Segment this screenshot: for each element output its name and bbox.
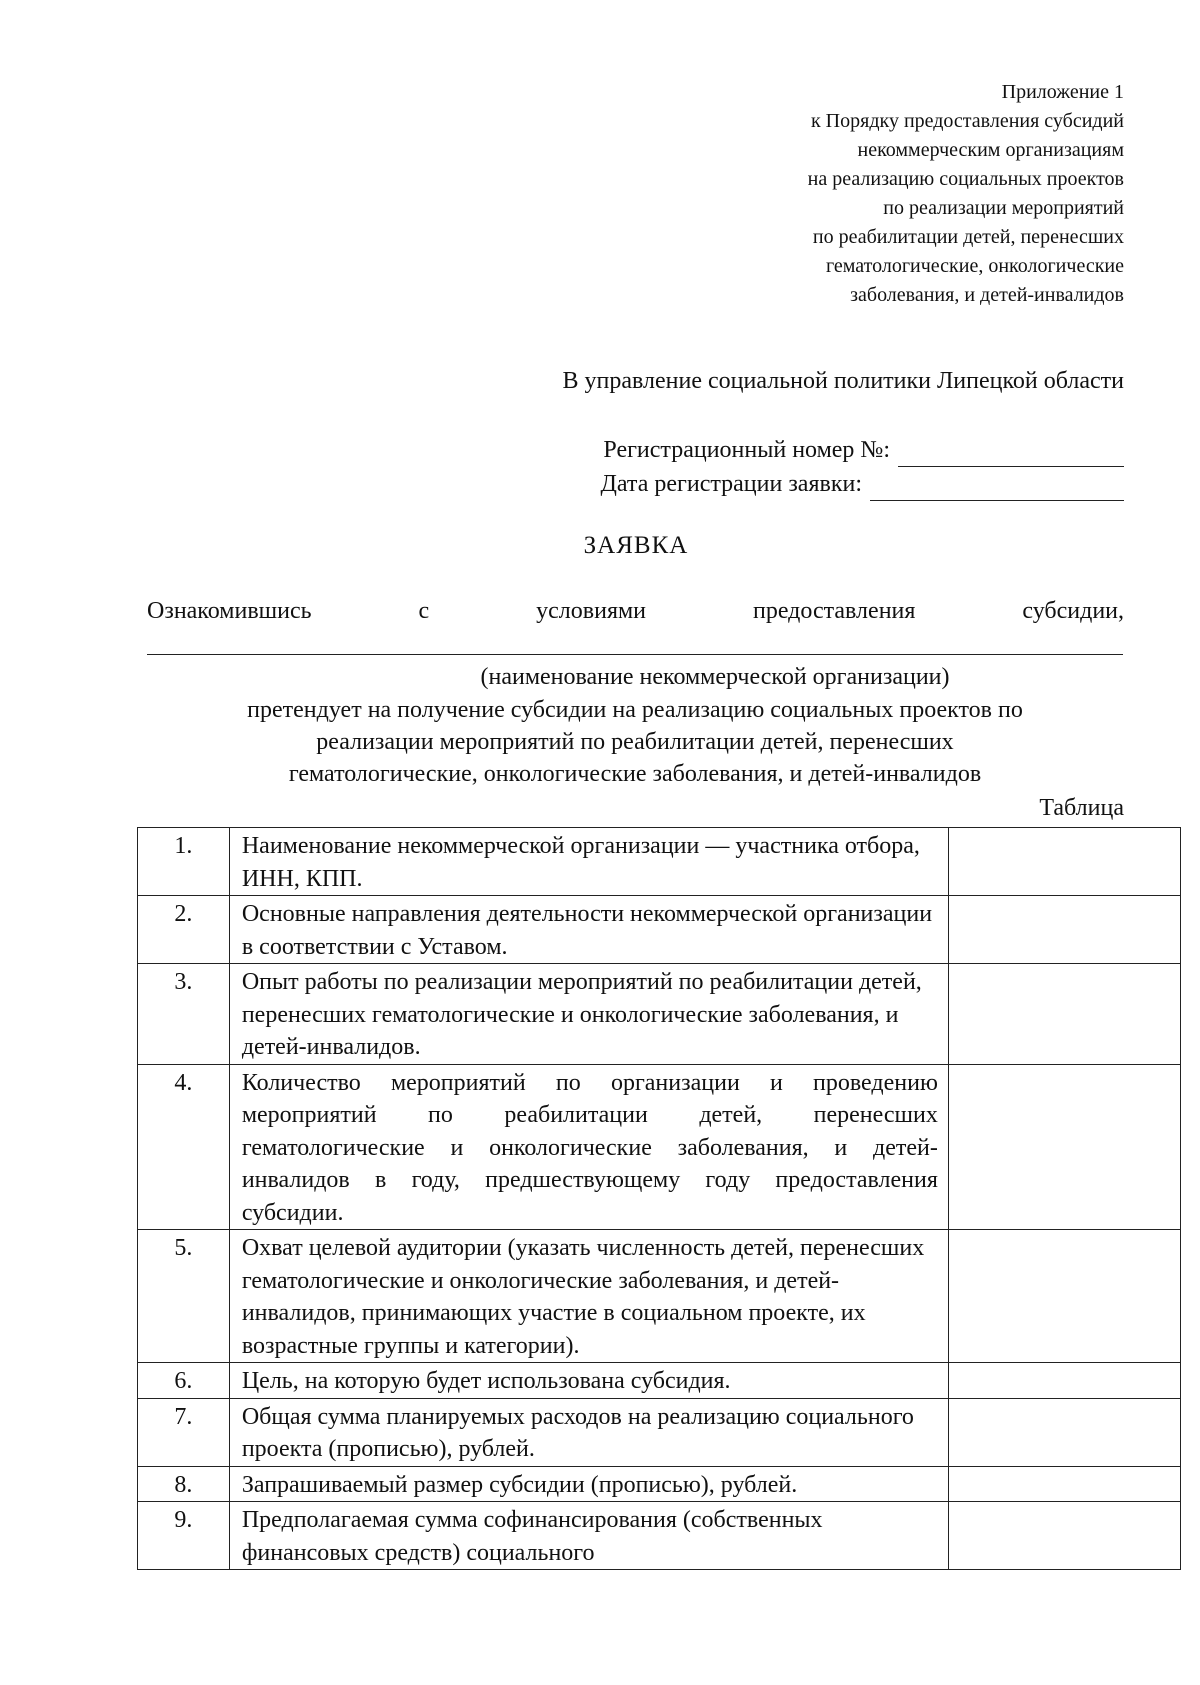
intro-word: с [418,598,430,624]
row-description: Цель, на которую будет использована субсидия. [229,1363,948,1399]
row-number: 2. [138,896,230,964]
appendix-line: гематологические, онкологические [825,255,1124,277]
row-value-cell[interactable] [948,1363,1180,1399]
registration-date-label: Дата регистрации заявки: [600,471,862,497]
appendix-line: по реализации мероприятий [883,197,1124,219]
intro-word: предоставления [752,598,916,624]
intro-word: условиями [536,598,647,624]
row-value-cell[interactable] [948,1064,1180,1230]
intro-line [147,598,1124,625]
recipient-line: В управление социальной политики Липецкой области [562,368,1124,394]
table-row [138,1466,1181,1502]
registration-block [601,433,1124,501]
row-description: Общая сумма планируемых расходов на реализацию социального проекта (прописью), рублей. [229,1398,948,1466]
row-description: Количество мероприятий по организации и проведению мероприятий по реабилитации детей, перенесших гематологические и онкологические заболевания, и детей-инвалидов в году, предшествующему году предоставления субсидии. [229,1064,948,1230]
appendix-header [808,78,1124,310]
row-number: 9. [138,1502,230,1570]
registration-date-field[interactable] [870,474,1124,501]
row-value-cell[interactable] [948,896,1180,964]
appendix-line: Приложение 1 [1001,81,1124,103]
appendix-line: заболевания, и детей-инвалидов [850,284,1124,306]
appendix-line: некоммерческим организациям [857,139,1124,161]
appendix-line: на реализацию социальных проектов [807,168,1124,190]
intro-word: Ознакомившись [147,598,312,624]
table-row [138,964,1181,1065]
row-number: 3. [138,964,230,1065]
registration-number-row [601,433,1124,467]
table-row [138,828,1181,896]
row-number: 8. [138,1466,230,1502]
table-row [138,1230,1181,1363]
claim-line: претендует на получение субсидии на реализацию социальных проектов по [247,697,1023,723]
row-value-cell[interactable] [948,1398,1180,1466]
organization-name-hint: (наименование некоммерческой организации) [480,664,950,690]
table-row [138,1064,1181,1230]
row-description: Опыт работы по реализации мероприятий по реабилитации детей, перенесших гематологические и онкологические заболевания, и детей-инвалидов. [229,964,948,1065]
row-value-cell[interactable] [948,828,1180,896]
row-value-cell[interactable] [948,1230,1180,1363]
row-description: Охват целевой аудитории (указать численность детей, перенесших гематологические и онкологические заболевания, и детей-инвалидов, принимающих участие в социальном проекте, их возрастные группы и категории). [229,1230,948,1363]
claim-line: реализации мероприятий по реабилитации детей, перенесших [316,729,954,755]
registration-number-field[interactable] [898,440,1124,467]
intro-word: субсидии, [1022,598,1124,624]
table-caption: Таблица [1039,795,1124,821]
row-description: Наименование некоммерческой организации — участника отбора, ИНН, КПП. [229,828,948,896]
claim-line: гематологические, онкологические заболевания, и детей-инвалидов [288,761,982,787]
row-number: 7. [138,1398,230,1466]
registration-number-label: Регистрационный номер №: [603,437,890,463]
row-number: 1. [138,828,230,896]
appendix-line: по реабилитации детей, перенесших [812,226,1124,248]
appendix-line: к Порядку предоставления субсидий [810,110,1124,132]
application-table [137,827,1181,1570]
row-number: 5. [138,1230,230,1363]
organization-name-field[interactable] [147,654,1123,655]
registration-date-row [601,467,1124,501]
table-row [138,896,1181,964]
row-description: Запрашиваемый размер субсидии (прописью), рублей. [229,1466,948,1502]
table-row [138,1398,1181,1466]
row-value-cell[interactable] [948,1502,1180,1570]
row-number: 6. [138,1363,230,1399]
row-description: Предполагаемая сумма софинансирования (собственных финансовых средств) социального [229,1502,948,1570]
claim-text [147,694,1123,790]
table-row [138,1363,1181,1399]
row-value-cell[interactable] [948,964,1180,1065]
document-title: ЗАЯВКА [583,532,689,559]
row-number: 4. [138,1064,230,1230]
table-row [138,1502,1181,1570]
row-description: Основные направления деятельности некоммерческой организации в соответствии с Уставом. [229,896,948,964]
row-value-cell[interactable] [948,1466,1180,1502]
